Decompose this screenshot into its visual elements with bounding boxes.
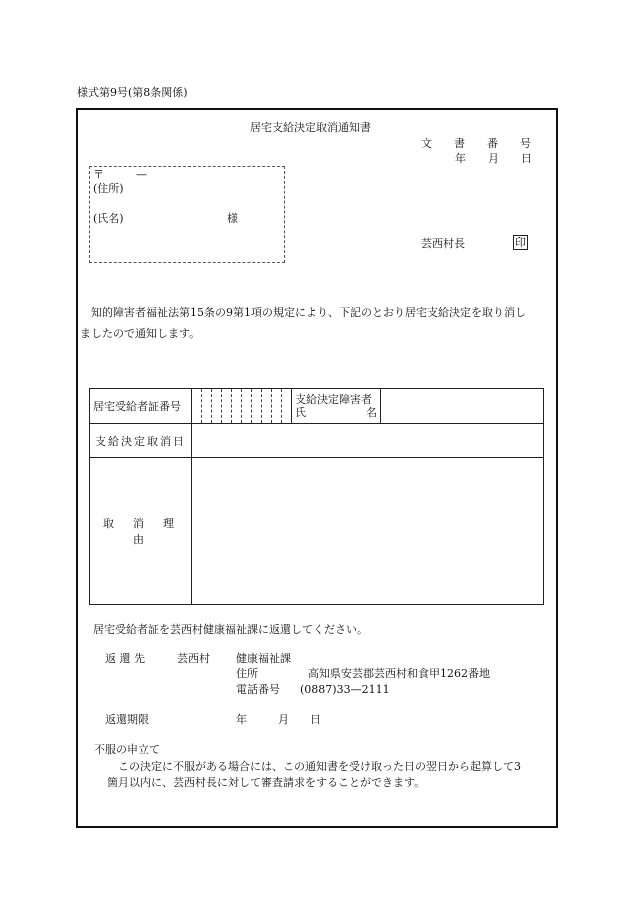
return-dept: 健康福祉課 bbox=[236, 652, 291, 665]
digit-cell[interactable] bbox=[202, 389, 212, 424]
address-label: (住所) bbox=[93, 182, 124, 195]
document-title: 居宅支給決定取消通知書 bbox=[250, 121, 371, 134]
appeal-line-1: この決定に不服がある場合には、この通知書を受け取った日の翌日から起算して3 bbox=[118, 760, 521, 773]
reason-field[interactable] bbox=[192, 458, 544, 605]
return-address: 高知県安芸郡芸西村和食甲1262番地 bbox=[308, 667, 490, 680]
issuer: 芸西村長 bbox=[421, 237, 465, 250]
cancel-date-field[interactable] bbox=[192, 424, 544, 458]
person-name-field[interactable] bbox=[381, 389, 544, 424]
return-tel-label: 電話番号 bbox=[236, 683, 280, 696]
cancel-date-label: 支給決定取消日 bbox=[90, 424, 192, 458]
doc-number-label: 文 書 番 号 bbox=[421, 137, 531, 150]
deadline-day: 日 bbox=[310, 713, 321, 726]
digit-cell[interactable] bbox=[272, 389, 282, 424]
body-line-2: ましたので通知します。 bbox=[80, 327, 201, 340]
postal-mark: 〒 — bbox=[93, 168, 147, 181]
digit-cell[interactable] bbox=[232, 389, 242, 424]
return-tel: (0887)33—2111 bbox=[300, 683, 390, 696]
deadline-label: 返還期限 bbox=[105, 713, 149, 726]
honorific: 様 bbox=[227, 212, 238, 225]
digit-cell[interactable] bbox=[252, 389, 262, 424]
name-label: (氏名) bbox=[93, 212, 124, 225]
digit-cell[interactable] bbox=[212, 389, 222, 424]
reason-label: 取 消 理 由 bbox=[90, 458, 192, 605]
return-address-label: 住所 bbox=[236, 667, 258, 680]
deadline-month: 月 bbox=[278, 713, 289, 726]
cert-number-label: 居宅受給者証番号 bbox=[90, 389, 192, 424]
person-name-label: 支給決定障害者 氏 名 bbox=[292, 389, 381, 424]
appeal-heading: 不服の申立て bbox=[94, 743, 160, 756]
deadline-year: 年 bbox=[236, 713, 247, 726]
digit-cell[interactable] bbox=[282, 389, 292, 424]
body-line-1: 知的障害者福祉法第15条の9第1項の規定により、下記のとおり居宅支給決定を取り消し bbox=[91, 306, 526, 319]
form-label: 様式第9号(第8条関係) bbox=[77, 86, 188, 99]
cancellation-table bbox=[89, 388, 544, 605]
digit-cell[interactable] bbox=[242, 389, 252, 424]
seal-mark: 印 bbox=[515, 236, 526, 249]
return-notice: 居宅受給者証を芸西村健康福祉課に返還してください。 bbox=[93, 623, 368, 636]
digit-cell[interactable] bbox=[192, 389, 202, 424]
date-label: 年 月 日 bbox=[455, 152, 532, 165]
return-village: 芸西村 bbox=[177, 652, 210, 665]
appeal-line-2: 箇月以内に、芸西村長に対して審査請求をすることができます。 bbox=[107, 776, 426, 789]
digit-cell[interactable] bbox=[262, 389, 272, 424]
return-to-label: 返 還 先 bbox=[105, 652, 145, 665]
digit-cell[interactable] bbox=[222, 389, 232, 424]
